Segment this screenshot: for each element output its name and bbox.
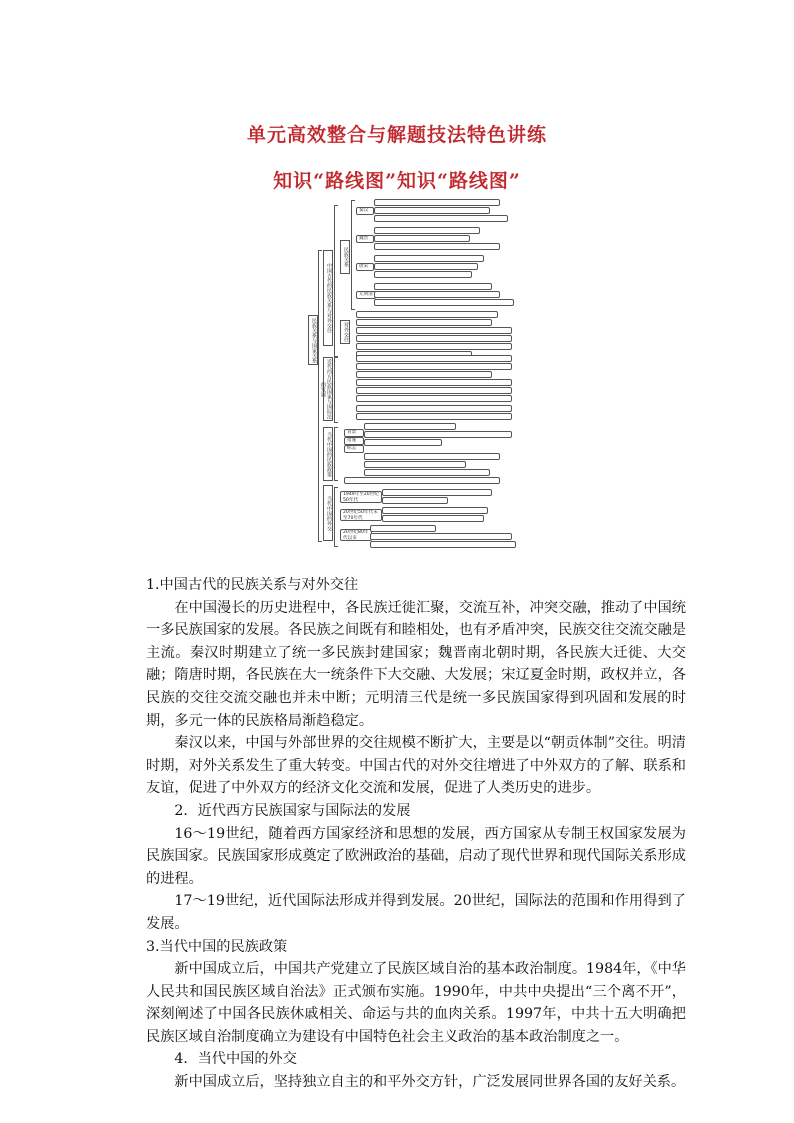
paragraph: 新中国成立后，中国共产党建立了民族区域自治的基本政治制度。1984年，《中华人民共和国民族区域自治法》正式颁布实施。1990年，中共中央提出“三个离不开”，深刻阐述了中国各民族休戚相关、命运与共的血肉关系。1997年，中共十五大明确把民族区域自治制度确立为建设有中国特色社会主义政治的基本政治制度之一。 <box>146 961 686 1045</box>
mindmap-era: 唐宋 <box>356 263 374 271</box>
paragraph: 16～19世纪，随着西方国家经济和思想的发展，西方国家从专制王权国家发展为民族国家。民族国家形成奠定了欧洲政治的基础，启动了现代世界和现代国际关系形成的进程。 <box>146 825 686 887</box>
mindmap-root: 民族关系与国家关系 <box>308 315 318 365</box>
mindmap-era: 魏晋 <box>356 235 374 243</box>
section-heading: 2．近代西方民族国家与国际法的发展 <box>174 802 411 819</box>
paragraph: 新中国成立后，坚持独立自主的和平外交方针，广泛发展同世界各国的友好关系。 <box>174 1074 686 1091</box>
mindmap-branch-4: 当代中国的外交 <box>323 485 333 541</box>
mindmap-b4-era: 20世纪80年代以来 <box>340 529 372 541</box>
mindmap-branch-2: 近代西方民族国家与国际法的发展 <box>320 359 332 419</box>
knowledge-roadmap-diagram <box>308 195 516 555</box>
mindmap-b4-era: 20世纪50年代末至70年代 <box>340 509 382 521</box>
paragraph: 17～19世纪，近代国际法形成并得到发展。20世纪，国际法的范围和作用得到了发展。 <box>146 893 686 932</box>
page-subtitle: 知识“路线图”知识“路线图” <box>273 170 521 192</box>
mindmap-b1-sub2: 对外交往 <box>340 320 350 344</box>
article-body <box>146 574 686 1094</box>
mindmap-detail: 背景 <box>344 429 364 437</box>
mindmap-detail: 措施 <box>344 437 364 445</box>
mindmap-b4-era: 1949年至20世纪50年代 <box>340 491 382 503</box>
paragraph: 在中国漫长的历史进程中，各民族迁徙汇聚，交流互补，冲突交融，推动了中国统一多民族国家的发展。各民族之间既有和睦相处，也有矛盾冲突，民族交往交流交融是主流。秦汉时期建立了统一多民族封建国家；魏晋南北朝时期，各民族大迁徙、大交融；隋唐时期，各民族在大一统条件下大交融、大发展；宋辽夏金时期，政权并立，各民族的交往交流交融也并未中断；元明清三代是统一多民族国家得到巩固和发展的时期，多元一体的民族格局渐趋稳定。 <box>146 599 686 729</box>
section-heading: 1.中国古代的民族关系与对外交往 <box>146 577 359 593</box>
section-heading: 3.当代中国的民族政策 <box>146 938 288 955</box>
mindmap-detail: 标志 <box>344 445 364 453</box>
section-heading: 4．当代中国的外交 <box>174 1051 297 1068</box>
paragraph: 秦汉以来，中国与外部世界的交往规模不断扩大，主要是以“朝贡体制”交往。明清时期，对外关系发生了重大转变。中国古代的对外交往增进了中外双方的了解、联系和友谊，促进了中外双方的经济文化交流和发展，促进了人类历史的进步。 <box>146 735 686 797</box>
page-title: 单元高效整合与解题技法特色讲练 <box>246 124 547 146</box>
mindmap-branch-1: 中国古代的民族关系与对外交往 <box>323 250 333 346</box>
mindmap-b1-sub1: 民族关系 <box>340 240 350 274</box>
mindmap-era: 元明清 <box>356 291 376 299</box>
mindmap-branch-3: 当代中国的民族政策 <box>323 427 333 481</box>
mindmap-era: 秦汉 <box>356 207 374 215</box>
